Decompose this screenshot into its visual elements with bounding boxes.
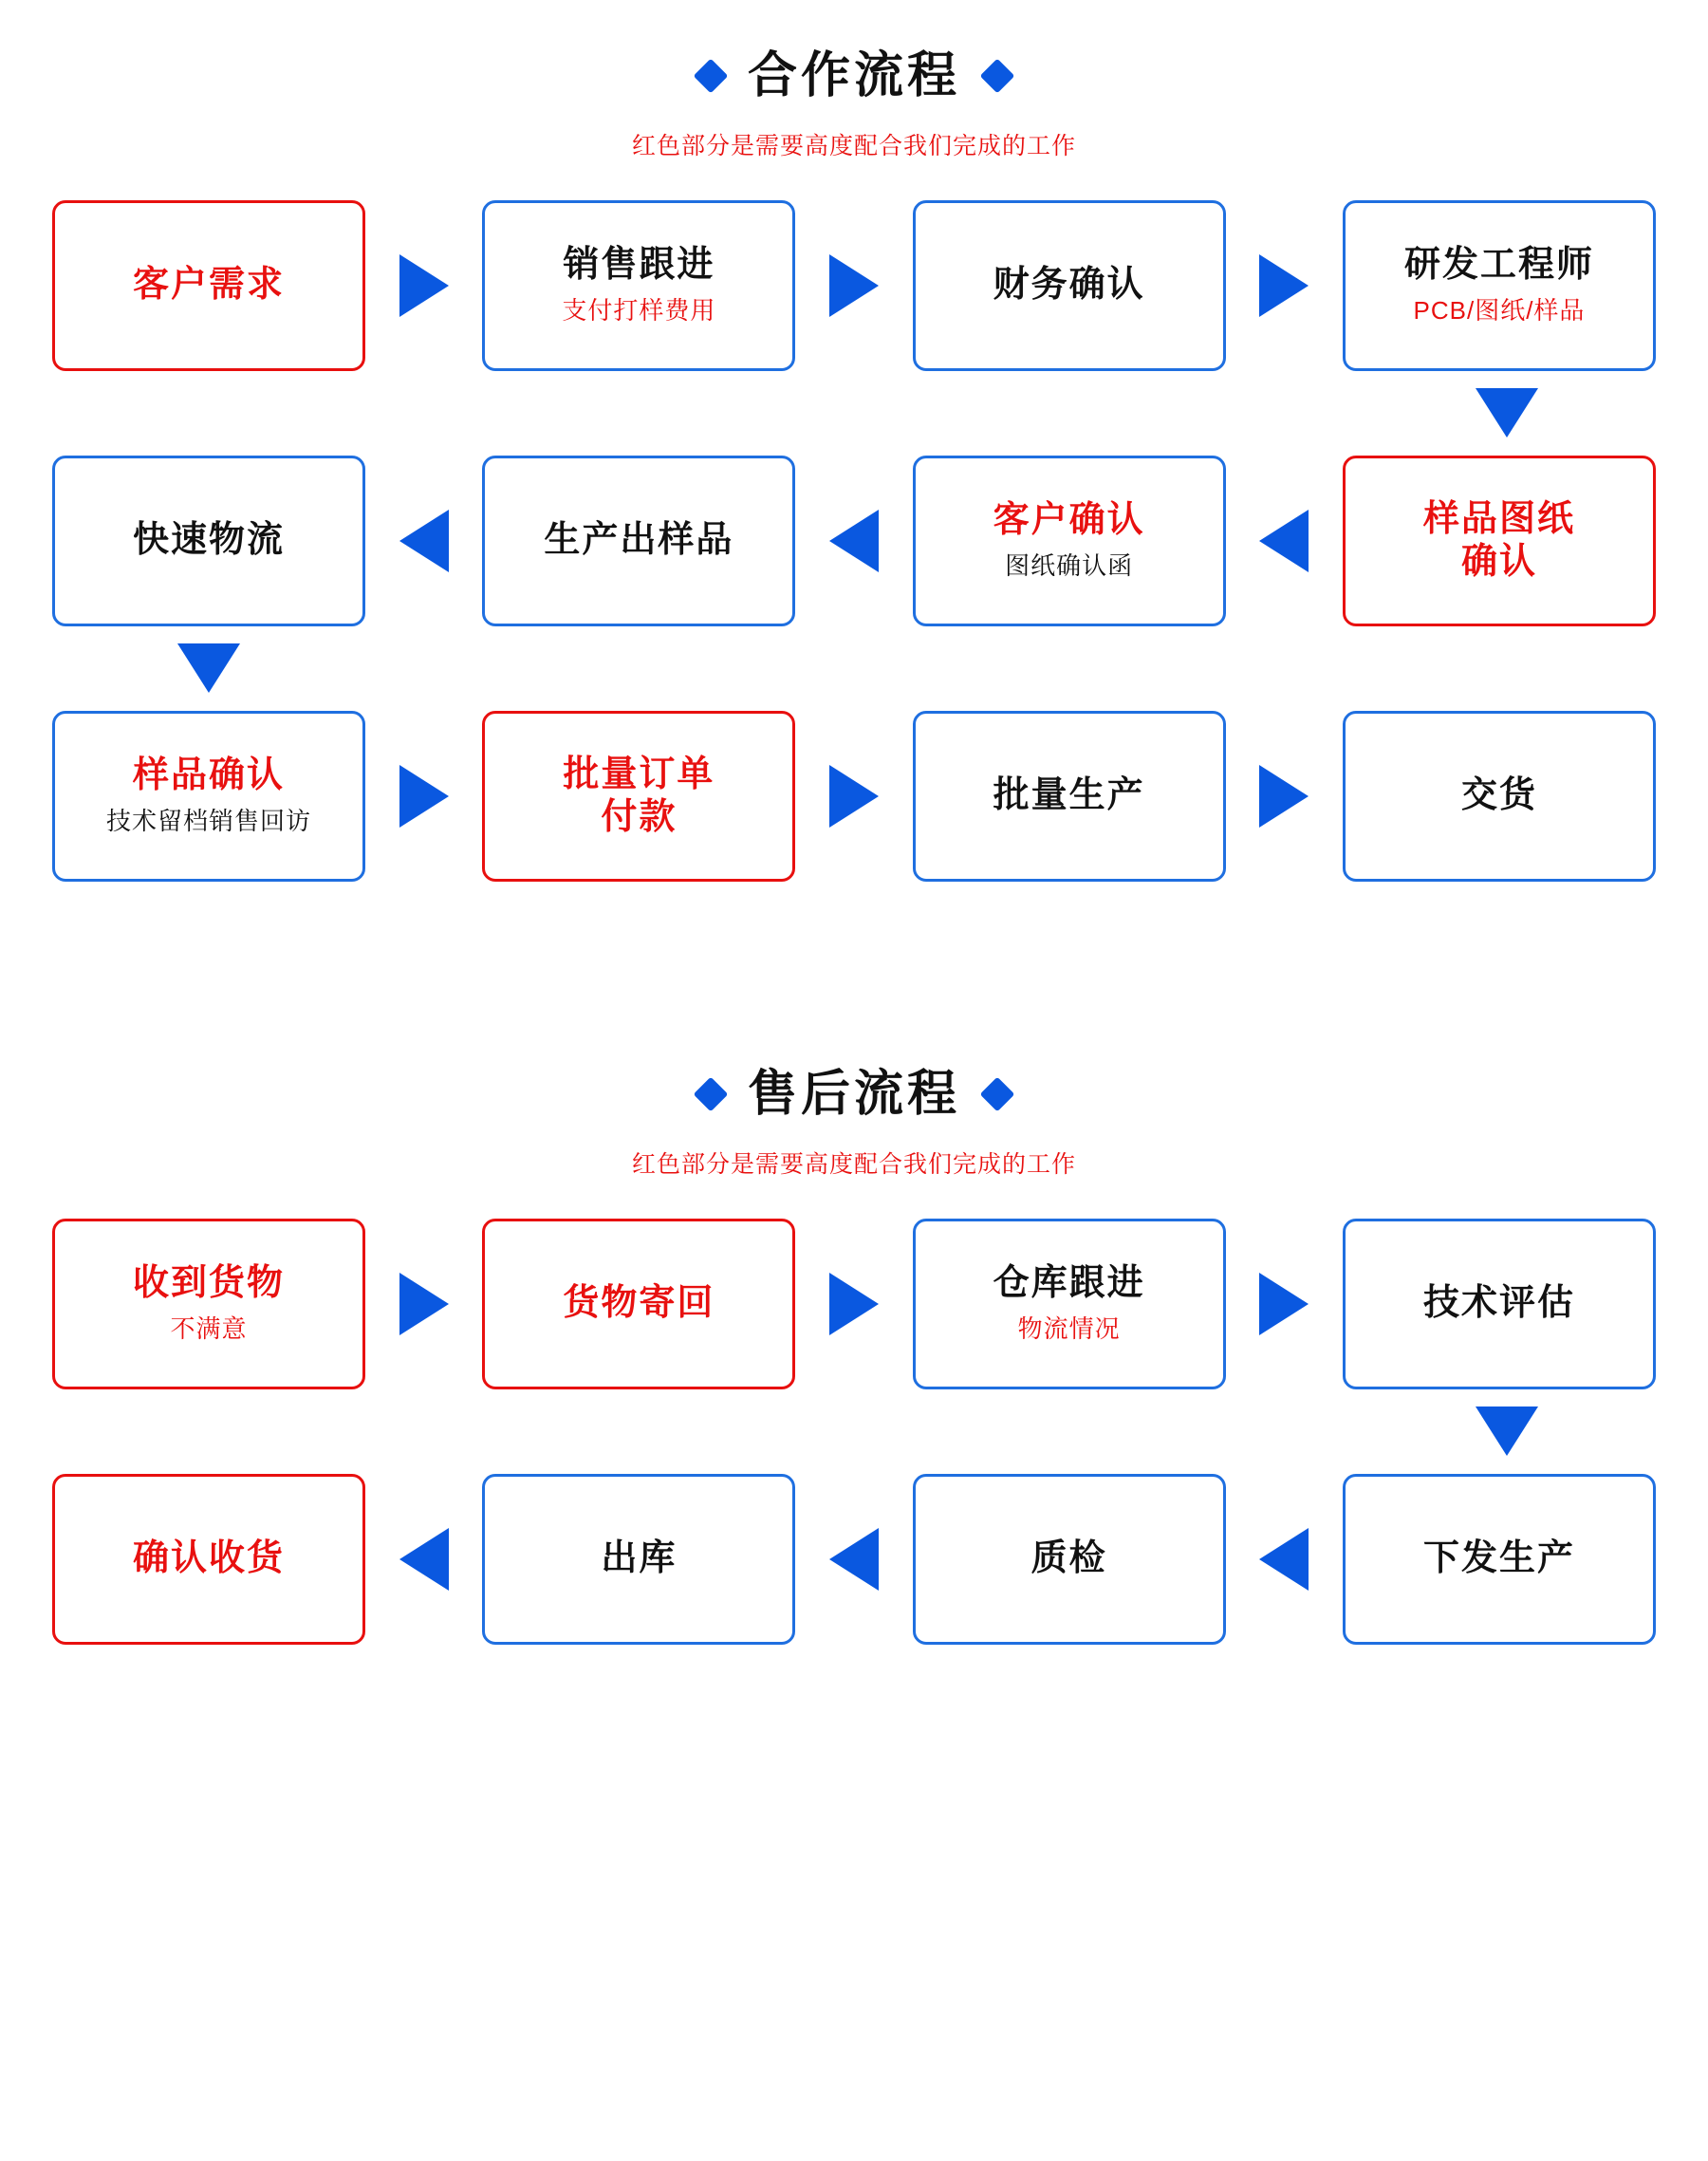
flow-step-label: 货物寄回 xyxy=(563,1283,715,1324)
flow-step-subtext: 物流情况 xyxy=(1017,1314,1121,1344)
flow-cell xyxy=(482,1216,795,1391)
flow-section-1 xyxy=(0,0,1708,884)
arrow-down-icon xyxy=(177,643,240,693)
flow-step-box[interactable] xyxy=(913,200,1226,371)
arrow-left-icon xyxy=(829,510,879,572)
flow-step-label: 批量生产 xyxy=(993,775,1145,816)
flow-step-subtext: 支付打样费用 xyxy=(562,296,716,326)
arrow-slot xyxy=(795,197,912,373)
flow-step-label: 下发生产 xyxy=(1422,1538,1575,1579)
section-subtitle: 红色部分是需要高度配合我们完成的工作 xyxy=(631,1151,1076,1178)
flow-cell xyxy=(52,1471,365,1647)
flow-step-subtext: PCB/图纸/样品 xyxy=(1413,296,1586,326)
flow-cell xyxy=(913,1471,1226,1647)
arrow-down-icon xyxy=(1476,388,1538,438)
flow-cell xyxy=(52,708,365,884)
flow-step-box[interactable] xyxy=(52,200,365,371)
arrow-slot xyxy=(1226,1471,1343,1647)
section-title: 售后流程 xyxy=(747,1067,960,1122)
flow-cell xyxy=(482,1471,795,1647)
flow-step-box[interactable] xyxy=(52,456,365,626)
flow-section-2 xyxy=(0,1018,1708,1647)
flow-row xyxy=(52,1216,1656,1391)
flow-step-box[interactable] xyxy=(482,711,795,882)
flow-row xyxy=(52,1471,1656,1647)
arrow-right-icon xyxy=(1259,254,1309,317)
flow-cell xyxy=(913,1216,1226,1391)
section-title-row xyxy=(0,48,1708,103)
flow-step-box[interactable] xyxy=(482,200,795,371)
flow-step-box[interactable] xyxy=(482,1219,795,1389)
flow-cell xyxy=(52,197,365,373)
flow-cell xyxy=(1343,708,1656,884)
vertical-connector-slot xyxy=(52,1401,1656,1469)
flow-step-label: 销售跟进 xyxy=(563,245,715,286)
arrow-slot xyxy=(795,708,912,884)
flow-row xyxy=(52,197,1656,373)
flow-step-box[interactable] xyxy=(52,711,365,882)
flow-step-box[interactable] xyxy=(1343,1219,1656,1389)
arrow-slot xyxy=(1226,197,1343,373)
arrow-left-icon xyxy=(1259,1528,1309,1591)
arrow-right-icon xyxy=(399,1273,449,1335)
arrow-right-icon xyxy=(829,254,879,317)
flow-cell xyxy=(913,453,1226,628)
diamond-bullet-icon xyxy=(980,1077,1015,1112)
flow-step-label: 客户需求 xyxy=(132,265,285,306)
flow-step-box[interactable] xyxy=(913,711,1226,882)
flow-cell xyxy=(52,1216,365,1391)
section-title: 合作流程 xyxy=(747,48,960,103)
flow-cell xyxy=(913,197,1226,373)
arrow-slot xyxy=(1226,453,1343,628)
flow-step-subtext: 不满意 xyxy=(170,1314,248,1344)
flow-cell xyxy=(913,708,1226,884)
section-title-row xyxy=(0,1067,1708,1122)
flow-cell xyxy=(1343,197,1656,373)
flow-step-box[interactable] xyxy=(1343,711,1656,882)
flow-step-label: 收到货物 xyxy=(132,1263,285,1304)
flow-step-label: 确认收货 xyxy=(132,1538,285,1579)
flow-row xyxy=(52,708,1656,884)
arrow-left-icon xyxy=(399,1528,449,1591)
arrow-slot xyxy=(365,1216,482,1391)
section-spacer xyxy=(0,893,1708,1018)
flow-step-label: 财务确认 xyxy=(993,265,1145,306)
vertical-connector-slot xyxy=(52,638,1656,706)
arrow-slot xyxy=(365,197,482,373)
flow-step-box[interactable] xyxy=(52,1219,365,1389)
flow-step-label: 生产出样品 xyxy=(544,520,734,561)
arrow-right-icon xyxy=(399,765,449,828)
flow-step-box[interactable] xyxy=(913,456,1226,626)
arrow-right-icon xyxy=(829,1273,879,1335)
flow-step-subtext: 图纸确认函 xyxy=(1005,551,1134,581)
flow-step-box[interactable] xyxy=(1343,200,1656,371)
flow-cell xyxy=(1343,1216,1656,1391)
flow-step-box[interactable] xyxy=(913,1219,1226,1389)
section-subtitle: 红色部分是需要高度配合我们完成的工作 xyxy=(631,133,1076,159)
flow-step-label: 出库 xyxy=(601,1538,678,1579)
flow-step-label: 批量订单 付款 xyxy=(563,754,715,837)
flow-step-label: 技术评估 xyxy=(1422,1283,1575,1324)
flow-step-box[interactable] xyxy=(1343,1474,1656,1645)
flow-cell xyxy=(1343,1471,1656,1647)
diamond-bullet-icon xyxy=(694,59,729,94)
arrow-right-icon xyxy=(1259,1273,1309,1335)
section-header xyxy=(0,1018,1708,1180)
flow-step-label: 快速物流 xyxy=(132,520,285,561)
arrow-left-icon xyxy=(829,1528,879,1591)
diamond-bullet-icon xyxy=(694,1077,729,1112)
flow-step-label: 交货 xyxy=(1460,775,1537,816)
flow-step-label: 质检 xyxy=(1030,1538,1107,1579)
arrow-right-icon xyxy=(829,765,879,828)
flow-cell xyxy=(482,453,795,628)
arrow-down-icon xyxy=(1476,1407,1538,1456)
arrow-slot xyxy=(365,1471,482,1647)
flow-step-box[interactable] xyxy=(913,1474,1226,1645)
arrow-slot xyxy=(365,453,482,628)
flow-step-label: 客户确认 xyxy=(993,500,1145,541)
flow-row xyxy=(52,453,1656,628)
arrow-left-icon xyxy=(1259,510,1309,572)
arrow-slot xyxy=(795,1471,912,1647)
arrow-right-icon xyxy=(399,254,449,317)
flow-step-label: 研发工程师 xyxy=(1403,245,1594,286)
flow-cell xyxy=(1343,453,1656,628)
bottom-padding xyxy=(0,1656,1708,1705)
flow-step-label: 样品确认 xyxy=(132,755,285,796)
flow-grid xyxy=(52,161,1656,884)
flow-step-subtext: 技术留档销售回访 xyxy=(105,807,311,836)
flow-cell xyxy=(482,197,795,373)
flow-grid xyxy=(52,1180,1656,1647)
section-header xyxy=(0,0,1708,161)
arrow-right-icon xyxy=(1259,765,1309,828)
flow-step-box[interactable] xyxy=(482,456,795,626)
flow-step-label: 仓库跟进 xyxy=(993,1263,1145,1304)
arrow-slot xyxy=(795,1216,912,1391)
arrow-left-icon xyxy=(399,510,449,572)
flow-step-box[interactable] xyxy=(52,1474,365,1645)
arrow-slot xyxy=(1226,1216,1343,1391)
vertical-connector-slot xyxy=(52,382,1656,451)
flow-cell xyxy=(52,453,365,628)
arrow-slot xyxy=(365,708,482,884)
arrow-slot xyxy=(795,453,912,628)
flow-step-box[interactable] xyxy=(482,1474,795,1645)
flow-step-label: 样品图纸 确认 xyxy=(1422,498,1575,582)
arrow-slot xyxy=(1226,708,1343,884)
flow-cell xyxy=(482,708,795,884)
flow-step-box[interactable] xyxy=(1343,456,1656,626)
diamond-bullet-icon xyxy=(980,59,1015,94)
